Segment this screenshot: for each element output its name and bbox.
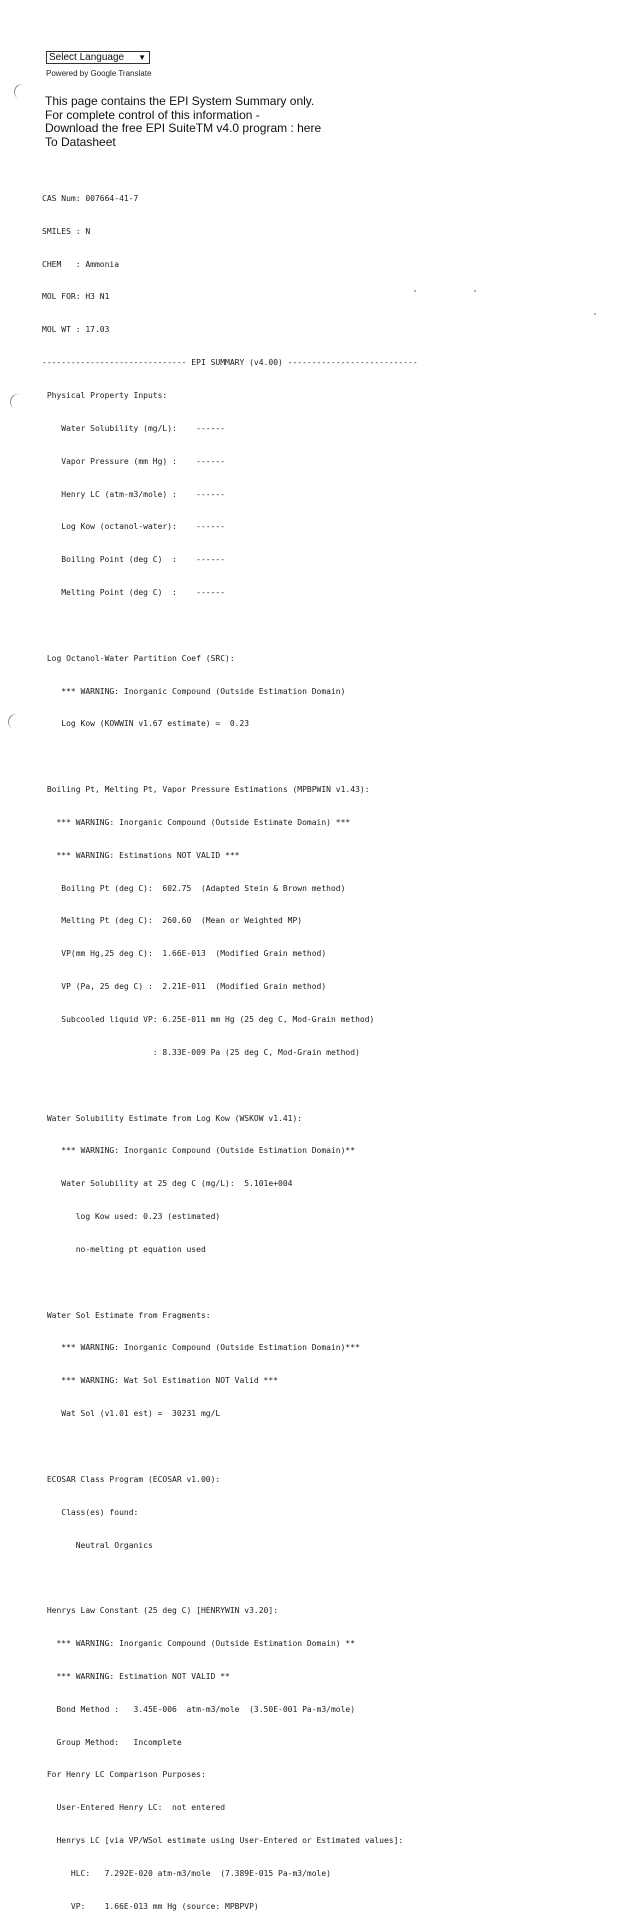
dropdown-arrow-icon: ▼ <box>138 53 146 62</box>
summary-line: MOL FOR: H3 N1 <box>42 292 110 302</box>
summary-line: Water Solubility (mg/L): ------ <box>42 423 226 433</box>
summary-line <box>42 1442 418 1453</box>
summary-line: Water Sol Estimate from Fragments: <box>42 1310 211 1320</box>
summary-line: Wat Sol (v1.01 est) = 30231 mg/L <box>42 1409 221 1419</box>
scan-speck <box>474 290 476 292</box>
language-select[interactable] <box>46 51 150 64</box>
summary-line: *** WARNING: Inorganic Compound (Outside Estimation Domain)** <box>42 1146 356 1156</box>
punch-hole-mark <box>12 82 33 103</box>
summary-line: Log Octanol-Water Partition Coef (SRC): <box>42 653 235 663</box>
powered-by-google-translate: Powered by Google Translate <box>46 69 152 78</box>
summary-line <box>42 1278 418 1289</box>
summary-line <box>42 621 418 632</box>
summary-line: Henrys LC [via VP/WSol estimate using User-Entered or Estimated values]: <box>42 1836 404 1846</box>
summary-line: : 8.33E-009 Pa (25 deg C, Mod-Grain method) <box>42 1047 360 1057</box>
summary-line: *** WARNING: Wat Sol Estimation NOT Valid *** <box>42 1376 279 1386</box>
language-select-label: Select Language <box>49 52 125 63</box>
summary-line: Water Solubility Estimate from Log Kow (WSKOW v1.41): <box>42 1113 303 1123</box>
summary-line: Boiling Pt (deg C): 602.75 (Adapted Stein & Brown method) <box>42 883 346 893</box>
summary-line: Melting Pt (deg C): 260.60 (Mean or Weighted MP) <box>42 916 303 926</box>
summary-line: Vapor Pressure (mm Hg) : ------ <box>42 456 226 466</box>
summary-line: For Henry LC Comparison Purposes: <box>42 1770 206 1780</box>
summary-line <box>42 1573 418 1584</box>
summary-line: CAS Num: 007664-41-7 <box>42 193 139 203</box>
summary-line: *** WARNING: Estimation NOT VALID ** <box>42 1671 230 1681</box>
summary-line: ECOSAR Class Program (ECOSAR v1.00): <box>42 1474 221 1484</box>
summary-line: log Kow used: 0.23 (estimated) <box>42 1212 221 1222</box>
download-link[interactable]: Download the free EPI SuiteTM v4.0 program : here <box>45 121 322 135</box>
summary-line <box>42 1081 418 1092</box>
summary-line: Neutral Organics <box>42 1540 153 1550</box>
epi-summary-text <box>42 172 418 1924</box>
summary-line: Boiling Point (deg C) : ------ <box>42 555 226 565</box>
summary-line: Melting Point (deg C) : ------ <box>42 588 226 598</box>
summary-line: VP: 1.66E-013 mm Hg (source: MPBPVP) <box>42 1901 259 1911</box>
summary-line: ------------------------------ EPI SUMMARY (v4.00) --------------------------- <box>42 358 418 368</box>
summary-line: Water Solubility at 25 deg C (mg/L): 5.101e+004 <box>42 1179 293 1189</box>
summary-line: User-Entered Henry LC: not entered <box>42 1803 226 1813</box>
punch-hole-mark <box>8 392 29 413</box>
summary-line: Bond Method : 3.45E-006 atm-m3/mole (3.50E-001 Pa-m3/mole) <box>42 1704 356 1714</box>
summary-line: *** WARNING: Inorganic Compound (Outside Estimation Domain) ** <box>42 1639 356 1649</box>
summary-line: no-melting pt equation used <box>42 1244 206 1254</box>
summary-line: *** WARNING: Inorganic Compound (Outside Estimate Domain) *** <box>42 817 351 827</box>
summary-line: HLC: 7.292E-020 atm-m3/mole (7.389E-015 Pa-m3/mole) <box>42 1868 331 1878</box>
summary-line: *** WARNING: Inorganic Compound (Outside Estimation Domain)*** <box>42 1343 360 1353</box>
summary-line: VP (Pa, 25 deg C) : 2.21E-011 (Modified Grain method) <box>42 982 327 992</box>
summary-line: *** WARNING: Inorganic Compound (Outside Estimation Domain) <box>42 686 346 696</box>
summary-line <box>42 752 418 763</box>
summary-line: *** WARNING: Estimations NOT VALID *** <box>42 850 240 860</box>
summary-line: Boiling Pt, Melting Pt, Vapor Pressure Estimations (MPBPWIN v1.43): <box>42 785 370 795</box>
summary-line: Subcooled liquid VP: 6.25E-011 mm Hg (25 deg C, Mod-Grain method) <box>42 1015 375 1024</box>
summary-line: Henrys Law Constant (25 deg C) [HENRYWIN v3.20]: <box>42 1606 279 1616</box>
summary-line: MOL WT : 17.03 <box>42 325 110 335</box>
summary-line: Class(es) found: <box>42 1507 139 1517</box>
to-datasheet-link[interactable]: To Datasheet <box>45 134 116 149</box>
summary-line: VP(mm Hg,25 deg C): 1.66E-013 (Modified Grain method) <box>42 949 327 959</box>
intro-line-control: For complete control of this information - <box>45 107 260 122</box>
scan-speck <box>414 290 416 292</box>
summary-line: SMILES : N <box>42 226 91 236</box>
scan-speck <box>594 313 596 315</box>
summary-line: Log Kow (KOWWIN v1.67 estimate) = 0.23 <box>42 719 250 729</box>
summary-line: Log Kow (octanol-water): ------ <box>42 522 226 532</box>
summary-line: Henry LC (atm-m3/mole) : ------ <box>42 489 226 499</box>
punch-hole-mark <box>6 712 27 733</box>
summary-line: CHEM : Ammonia <box>42 259 120 269</box>
summary-line: Physical Property Inputs: <box>42 390 168 400</box>
summary-line: Group Method: Incomplete <box>42 1737 182 1747</box>
intro-block <box>45 95 321 149</box>
intro-line-summary: This page contains the EPI System Summary only. <box>45 94 315 108</box>
